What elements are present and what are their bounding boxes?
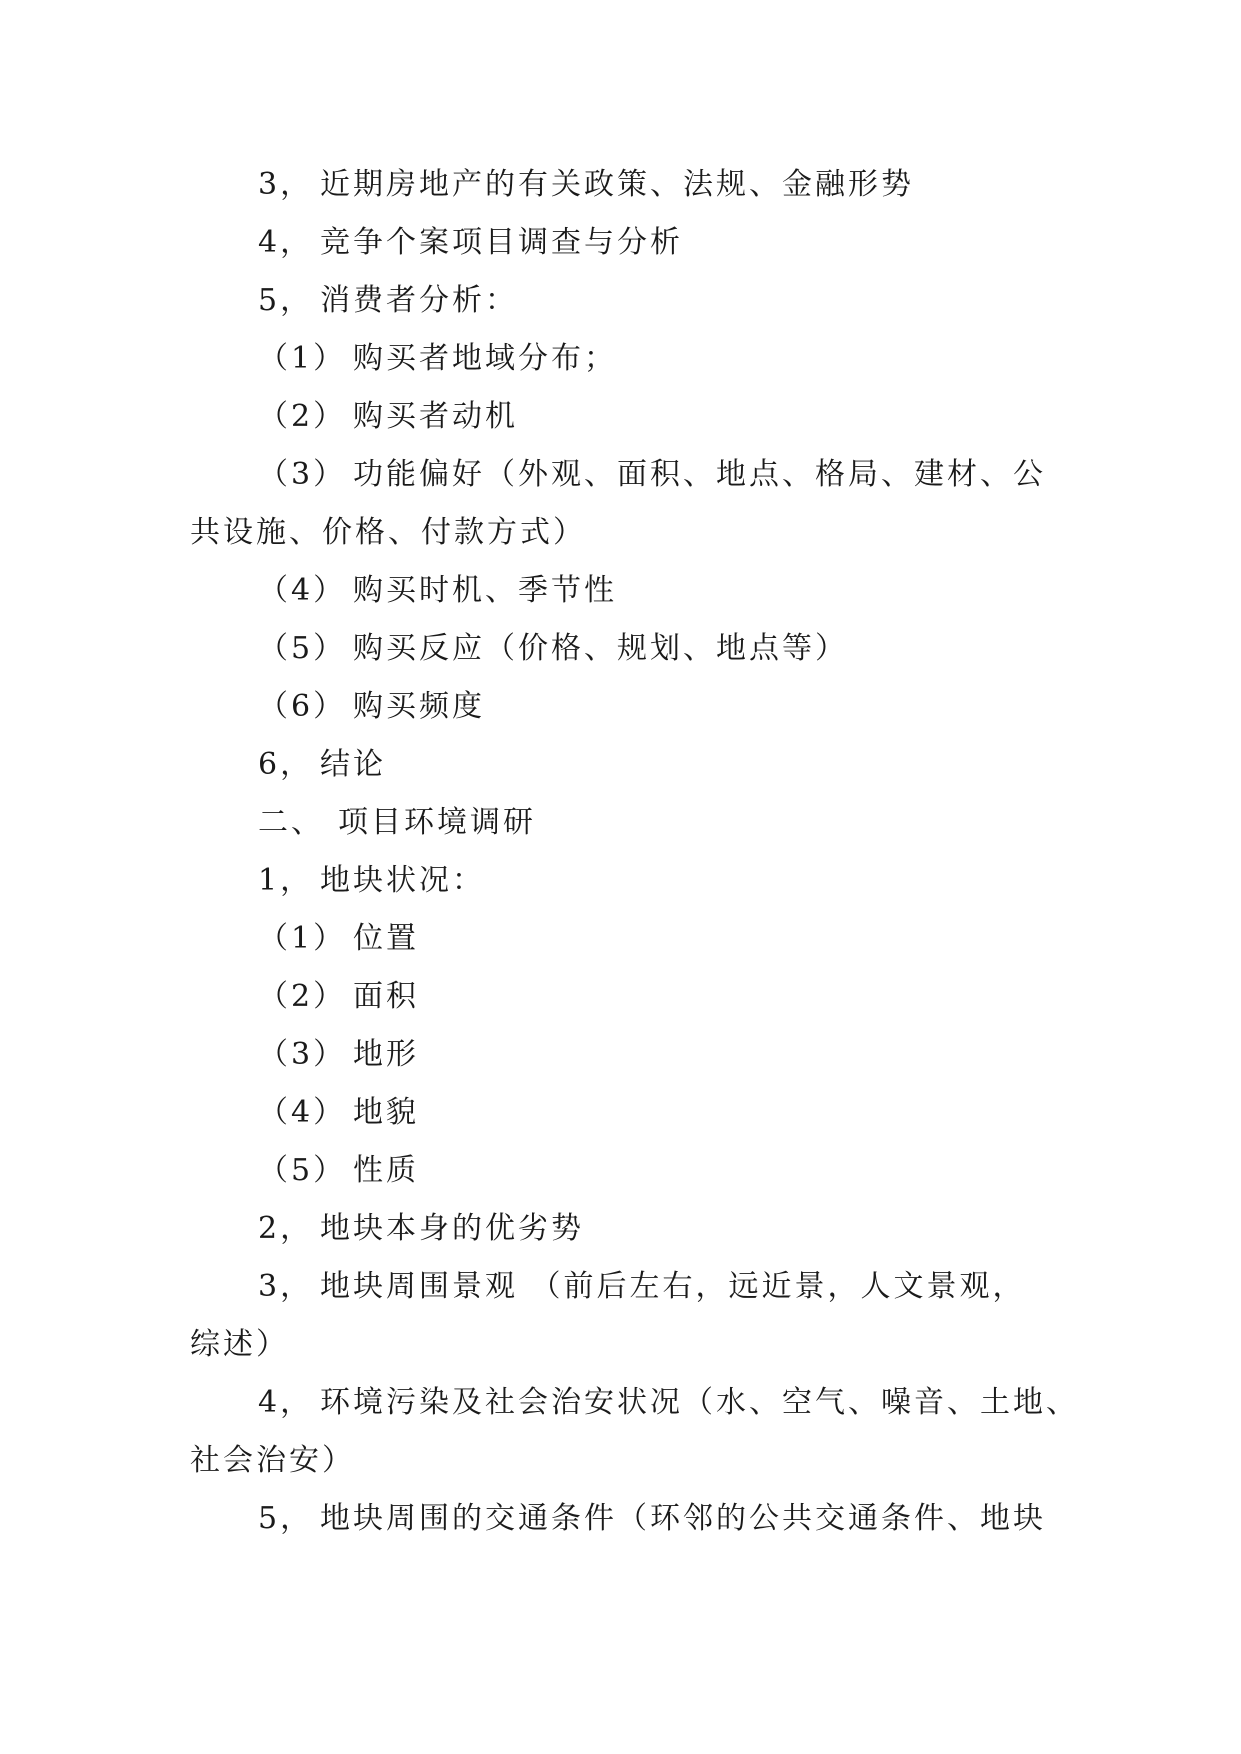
list-item <box>258 1093 419 1133</box>
item-text: 结论 <box>320 747 386 782</box>
item-text: 地块状况： <box>320 863 485 898</box>
item-number: 5， <box>258 283 314 318</box>
item-text: 功能偏好（外观、面积、地点、格局、建材、公 <box>353 457 1046 492</box>
item-number: 1， <box>258 863 314 898</box>
list-item-continuation <box>190 513 586 553</box>
item-number: （5） <box>258 1153 347 1188</box>
section-title: 项目环境调研 <box>338 805 536 840</box>
item-text: 地貌 <box>353 1095 419 1130</box>
list-item <box>258 1209 584 1249</box>
item-number: 3， <box>258 167 314 202</box>
item-text: 位置 <box>353 921 419 956</box>
list-item <box>258 745 386 785</box>
section-number: 二、 <box>258 805 324 840</box>
list-item <box>258 455 1046 495</box>
item-text: 环境污染及社会治安状况（水、空气、噪音、土地、 <box>320 1385 1079 1420</box>
item-number: （6） <box>258 689 347 724</box>
list-item <box>258 1151 419 1191</box>
item-number: 5， <box>258 1501 314 1536</box>
item-number: （3） <box>258 1037 347 1072</box>
list-item <box>258 1035 419 1075</box>
item-number: （2） <box>258 399 347 434</box>
list-item <box>258 629 848 669</box>
item-text: 购买者地域分布； <box>353 341 617 376</box>
item-number: 4， <box>258 1385 314 1420</box>
list-item <box>258 571 617 611</box>
item-text: 共设施、价格、付款方式） <box>190 515 586 550</box>
list-item <box>258 281 518 321</box>
item-number: 4， <box>258 225 314 260</box>
item-number: （4） <box>258 1095 347 1130</box>
item-text: 购买时机、季节性 <box>353 573 617 608</box>
list-item <box>258 861 485 901</box>
item-number: （5） <box>258 631 347 666</box>
item-text: 性质 <box>353 1153 419 1188</box>
list-item <box>258 1499 1046 1539</box>
item-number: （2） <box>258 979 347 1014</box>
item-text: 购买频度 <box>353 689 485 724</box>
item-text: 社会治安） <box>190 1443 355 1478</box>
item-text: 近期房地产的有关政策、法规、金融形势 <box>320 167 914 202</box>
section-heading <box>258 803 536 843</box>
list-item <box>258 339 617 379</box>
item-text: 竞争个案项目调查与分析 <box>320 225 683 260</box>
item-text: 地形 <box>353 1037 419 1072</box>
list-item <box>258 1383 1079 1423</box>
list-item-continuation <box>190 1325 289 1365</box>
item-text: 地块周围景观 （前后左右，远近景，人文景观， <box>320 1269 1026 1304</box>
list-item <box>258 397 518 437</box>
list-item <box>258 977 419 1017</box>
list-item <box>258 687 485 727</box>
item-number: 3， <box>258 1269 314 1304</box>
list-item <box>258 223 683 263</box>
list-item-continuation <box>190 1441 355 1481</box>
item-number: （1） <box>258 341 347 376</box>
item-number: 2， <box>258 1211 314 1246</box>
item-text: 购买者动机 <box>353 399 518 434</box>
item-text: 地块本身的优劣势 <box>320 1211 584 1246</box>
item-text: 综述） <box>190 1327 289 1362</box>
item-text: 面积 <box>353 979 419 1014</box>
item-number: （4） <box>258 573 347 608</box>
item-number: （1） <box>258 921 347 956</box>
list-item <box>258 919 419 959</box>
item-text: 消费者分析： <box>320 283 518 318</box>
item-number: （3） <box>258 457 347 492</box>
list-item <box>258 1267 1026 1307</box>
item-text: 购买反应（价格、规划、地点等） <box>353 631 848 666</box>
item-number: 6， <box>258 747 314 782</box>
list-item <box>258 165 914 205</box>
item-text: 地块周围的交通条件（环邻的公共交通条件、地块 <box>320 1501 1046 1536</box>
